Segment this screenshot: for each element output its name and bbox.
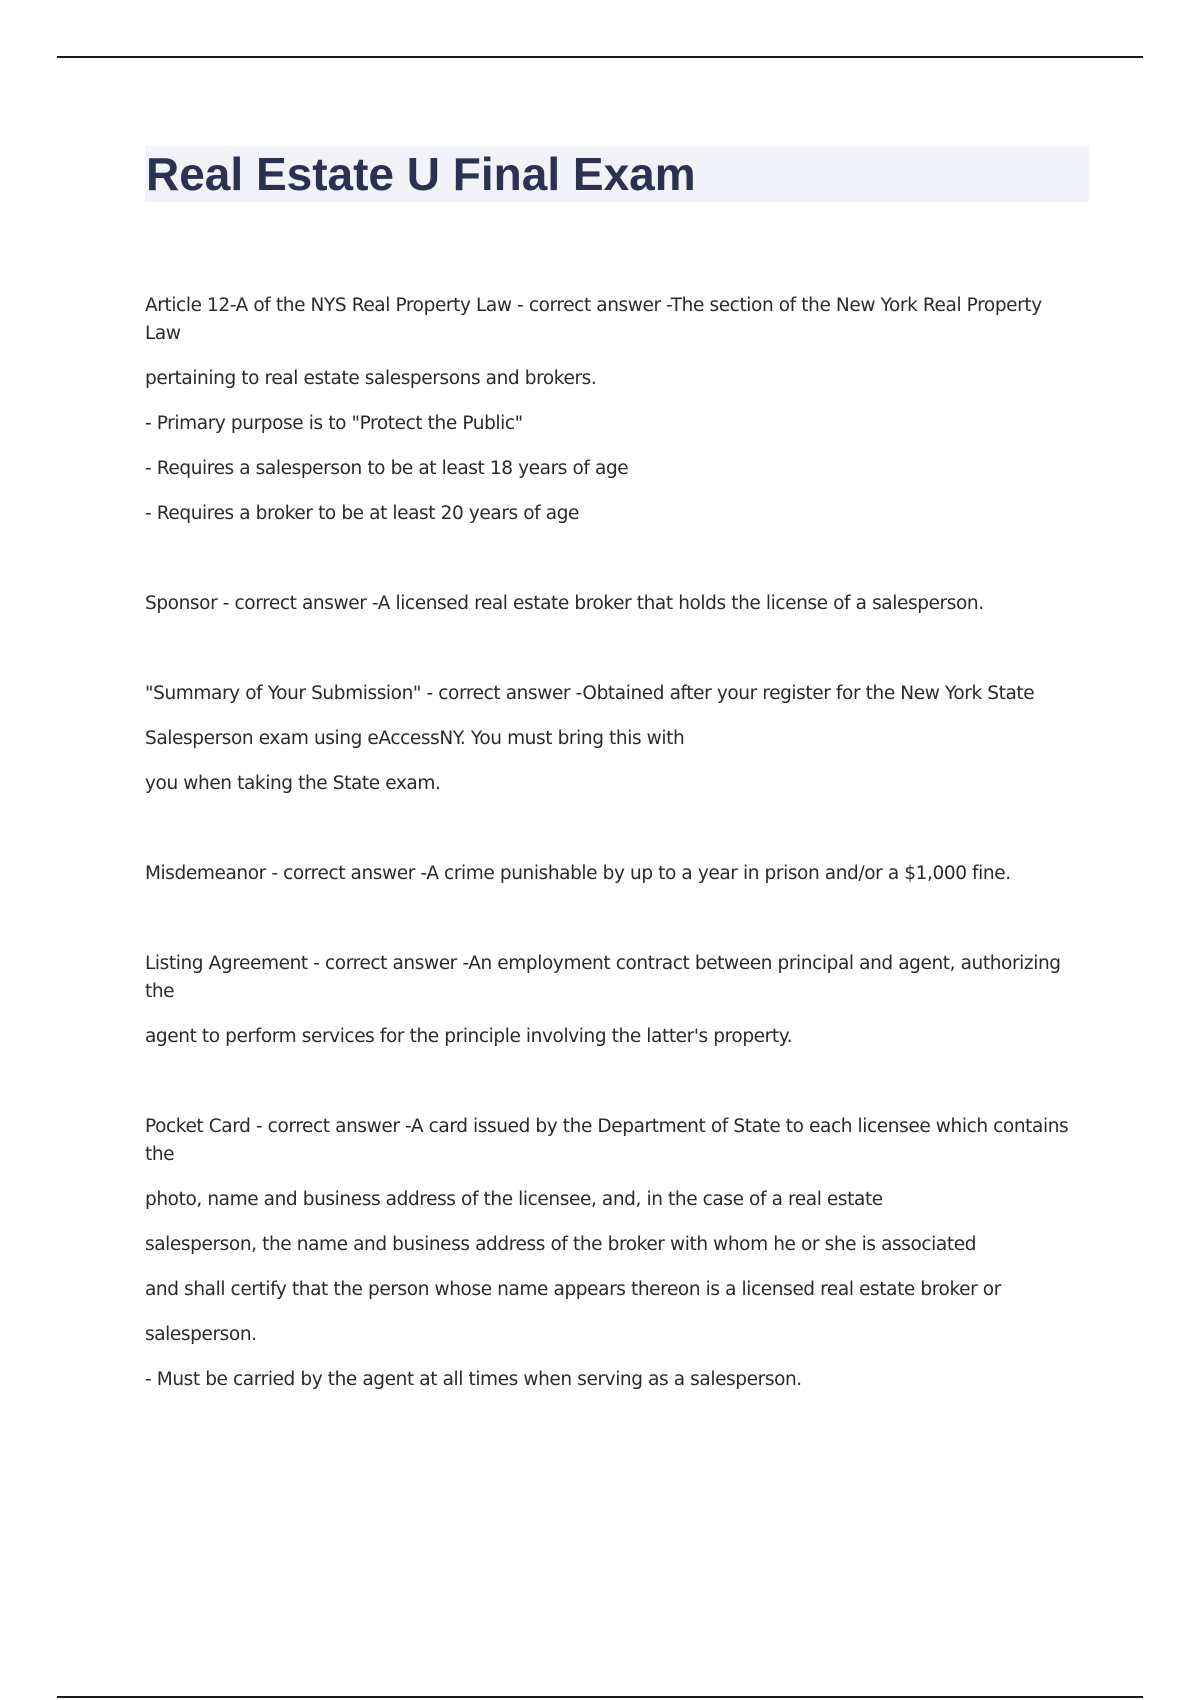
document-body	[145, 292, 1095, 1394]
entry-line: Law	[145, 323, 181, 344]
bottom-rule	[57, 1696, 1143, 1698]
entry-line: Misdemeanor - correct answer -A crime punishable by up to a year in prison and/or a $1,000 fine.	[145, 863, 1011, 884]
entry-line: Sponsor - correct answer -A licensed real estate broker that holds the license of a salesperson.	[145, 593, 984, 614]
entry-line: salesperson.	[145, 1324, 257, 1345]
entry-line: Listing Agreement - correct answer -An employment contract between principal and agent, authorizing	[145, 953, 1061, 974]
page-title: Real Estate U Final Exam	[146, 148, 696, 200]
entry-line: "Summary of Your Submission" - correct answer -Obtained after your register for the New York State	[145, 683, 1035, 704]
entry-line: - Requires a salesperson to be at least 18 years of age	[145, 458, 629, 479]
entry-line: the	[145, 981, 175, 1002]
entry-line: - Must be carried by the agent at all times when serving as a salesperson.	[145, 1369, 802, 1390]
entry-line: the	[145, 1144, 175, 1165]
entry-line: agent to perform services for the principle involving the latter's property.	[145, 1026, 793, 1047]
qa-entry	[145, 950, 1095, 1051]
entry-line: you when taking the State exam.	[145, 773, 441, 794]
top-rule	[57, 56, 1143, 58]
entry-line: Article 12-A of the NYS Real Property Law - correct answer -The section of the New York Real Property	[145, 295, 1042, 316]
entry-line: salesperson, the name and business address of the broker with whom he or she is associated	[145, 1234, 977, 1255]
entry-line: - Requires a broker to be at least 20 years of age	[145, 503, 580, 524]
qa-entry	[145, 1113, 1095, 1394]
qa-entry	[145, 590, 1095, 618]
entry-line: Salesperson exam using eAccessNY. You must bring this with	[145, 728, 685, 749]
entry-line: pertaining to real estate salespersons and brokers.	[145, 368, 597, 389]
qa-entry	[145, 680, 1095, 798]
entry-line: and shall certify that the person whose name appears thereon is a licensed real estate broker or	[145, 1279, 1001, 1300]
entry-line: - Primary purpose is to "Protect the Public"	[145, 413, 523, 434]
qa-entry	[145, 860, 1095, 888]
entry-line: photo, name and business address of the licensee, and, in the case of a real estate	[145, 1189, 883, 1210]
entry-line: Pocket Card - correct answer -A card issued by the Department of State to each licensee which contains	[145, 1116, 1069, 1137]
qa-entry	[145, 292, 1095, 528]
